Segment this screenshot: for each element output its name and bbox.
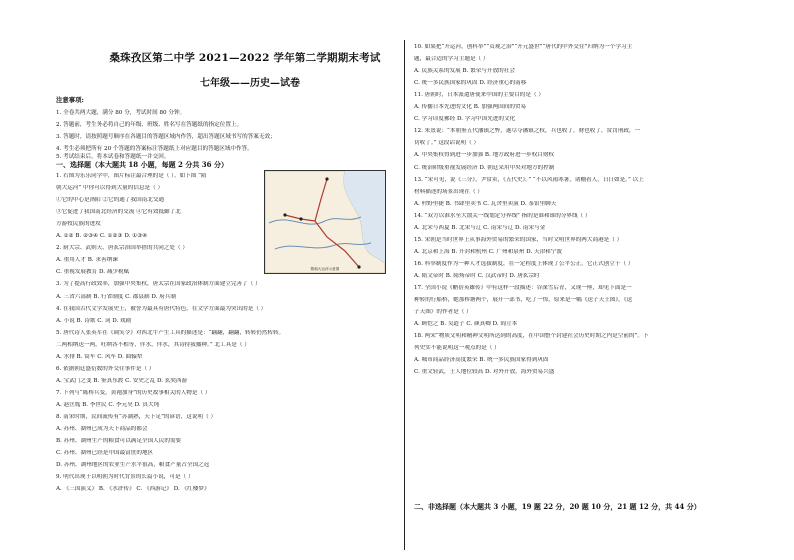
- question-line: A. 水排 B. 筒车 C. 风车 D. 曲辕犁: [56, 353, 143, 360]
- question-line: 列史实不能说明这一观点的是（ ）: [414, 345, 500, 352]
- question-line: 3. 为了提高行政效率，加强中央集权，唐太宗在国家政治体制方面建立完善了（ ）: [56, 281, 261, 288]
- question-line: 8. 南宋时期，民间流传有“苏湖熟，天下足”的谚语，这说明（ ）: [56, 414, 217, 420]
- question-line: C. 统治阶级重视发展经济 D. 朝廷采用中央对地方的控制: [414, 164, 555, 171]
- question-line: A. 重用人才 B. 求善纳谏: [56, 257, 118, 264]
- map-caption: 隋朝大运河示意图: [310, 267, 340, 271]
- question-line: A. 隋文帝时 B. 隋炀帝时 C. 汉武帝时 D. 唐玄宗时: [414, 272, 540, 279]
- question-line: 18. 两宋“物质文明和精神文明所达到的高度，在中国整个封建社会历史时期之内是空前的”。下: [414, 333, 649, 340]
- question-line: A. 三省六部制 B. 行省制度 C. 郡县制 D. 府兵制: [56, 293, 176, 300]
- question-line: 题，最合适的学习主题是（ ）: [414, 56, 489, 63]
- note-item: 1. 全卷共两大题，满分 80 分，考试时间 80 分钟。: [56, 110, 186, 116]
- notes-heading: 注意事项:: [56, 96, 84, 104]
- exam-title: 桑珠孜区第二中学 2021—2022 学年第二学期期末考试: [109, 52, 381, 64]
- question-line: C. 重视发展教育 D. 减少税赋: [56, 269, 130, 276]
- question-line: 11. 唐朝时，日本派遣唐使来中国的主要目的是（ ）: [414, 92, 544, 99]
- question-line: A. 顾恺之 B. 吴道子 C. 颜真卿 D. 阎立本: [414, 321, 518, 328]
- question-line: ①它的中心是洛阳 ②它的通了我国南北交通: [56, 197, 165, 204]
- grand-canal-map: [264, 170, 386, 274]
- question-line: A. 《三国演义》 B. 《水浒传》 C. 《西游记》 D. 《红楼梦》: [56, 486, 210, 493]
- question-line: A. 城市商品经济高度繁荣 B. 统一多民族国家得到巩固: [414, 357, 549, 364]
- question-line: A. 村野里捷 B. 书肆里卖书 C. 瓦舍里卖演 D. 茶馆里聊天: [414, 200, 557, 207]
- question-line: 5. 唐代诗人张英军在《调笑令》对西北牛产生工具的描述是：“翻翻，翻翻，转转仍然转转。: [56, 329, 285, 336]
- question-line: 15. 宋朝是当时世界上从事海外贸易的繁荣的国家，当时文明世界的两大商港是（ ）: [414, 236, 623, 243]
- question-line: A. 民族关系的发展 B. 繁荣与开放的社会: [414, 68, 515, 75]
- question-line: 种转的行船桥，她那桥塘两个，展开一部书，吃了一惊，原来是一幅《送子天王图》。《送: [414, 297, 633, 304]
- note-item: 3. 答题时，请按照题号顺序在各题目的答题区域内作答，超出答题区域书写的答案无效；: [56, 134, 276, 140]
- question-line: 方游牧民族的进攻: [56, 221, 101, 228]
- question-line: ③它促进了我国南北经济的交流 ④它有效抵御了北: [56, 209, 181, 216]
- question-line: A. 宝武门之变 B. 鉴真东渡 C. 安史之乱 D. 玄奘西游: [56, 377, 188, 384]
- question-line: 切收了。” 这段话说明（ ）: [414, 140, 480, 147]
- section1-heading: 一、选择题（本大题共 18 小题，每题 2 分共 36 分）: [56, 160, 228, 169]
- question-line: A. 小说 B. 诗歌 C. 词 D. 戏剧: [56, 317, 132, 324]
- question-line: 1. 右图为乐乐同学中，图片标注最合理的是（ ）。如下图 “隋: [56, 173, 207, 179]
- question-line: A. 传播日本先进的文化 B. 加强两国间的贸易: [414, 104, 527, 111]
- question-line: A. 赵匡胤 B. 李世民 C. 李元昊 D. 真大纯: [56, 401, 160, 408]
- map-graphic: [265, 171, 385, 273]
- question-line: A. 苏州、湖州已成为天下商品的都会: [56, 426, 148, 433]
- question-line: 子天图》的作者是（ ）: [414, 309, 472, 316]
- question-line: 6. 依据朝廷盛衍数的外交往事件是（ ）: [56, 365, 155, 372]
- note-item: 4. 考生必须把所有 20 个答题的答案标注答题纸上对应题目的答题区域中作答。: [56, 146, 253, 152]
- question-line: 12. 朱熹说：“本朝鉴五代藩镇之弊，遂尽夺藩镇之权，兵也收了，财也收了，赏罚刑政，一: [414, 128, 641, 135]
- question-line: D. 苏州、湖州地区的农业生产水平很高，粮食产量占全国之冠: [56, 462, 210, 469]
- section2-heading: 二、非选择题（本大题共 3 小题，19 题 22 分，20 题 10 分，21 题 12 分，共 44 分）: [414, 502, 701, 511]
- question-line: 二两相纳送一两，吐纳各不相等，伴水，伴水，其诗持我播种。” 北工具是（ ）: [56, 341, 250, 348]
- question-line: C. 重文轻武，士人地位较高 D. 对外开放，海外贸易兴盛: [414, 369, 555, 376]
- question-line: 朝大运河” 中你可以得到大量的信息是（ ）: [56, 185, 164, 192]
- question-line: 9. 明代出现于以明朝为时代背景的长篇小说，可是（ ）: [56, 474, 194, 481]
- question-line: 17. 全国小说《醋蓓英雄传》中有这样一段描述：谷深雪后青，又现一座，却见下面是一: [414, 285, 632, 291]
- question-line: 4. 在我国古代文学发展史上，被誉为最具有唐代特色，在文学方面最为突出的是（ ）: [56, 305, 267, 312]
- question-line: C. 苏州、湖州已经是中国最富庶的地区: [56, 450, 154, 457]
- question-line: 10. 如果把“开运河，创科举”“贞观之治”“开元盛世”“唐代的中外交往”归纳为一个学习主: [414, 44, 633, 50]
- question-line: 2. 厨大宗、武则天、唐玄宗治国举措的共同之处（ ）: [56, 245, 188, 252]
- question-line: 7. 下列与“陈桥兵变，黄袍加身”的历史故事相关的人物是（ ）: [56, 389, 211, 396]
- column-divider: [404, 40, 405, 550]
- question-line: 材料描述的场景出现在（ ）: [414, 188, 483, 195]
- question-line: 13. “宋可见，说《三分》，尹常卖，《五代史》。” “不以风雨寒暑，诸棚看人，日日如是。” 以上: [414, 176, 644, 183]
- question-line: A. 北宋与西夏 B. 北宋与辽 C. 南宋与辽 D. 南宋与金: [414, 224, 546, 231]
- question-line: 16. 科举制度作为一种人才选拔制度，在一定程度上体现了公平公正。它正式创立于（ ）: [414, 260, 634, 267]
- note-item: 2. 答题前，考生务必将自己的年级、班级、姓名写在答题纸的指定位置上。: [56, 122, 243, 128]
- question-line: B. 苏州、湖州生产的粮食可以满足全国人民的需要: [56, 438, 182, 445]
- question-line: A. ①② B. ②③④ C. ①②③ D. ①③④: [56, 233, 148, 240]
- exam-subtitle: 七年级——历史—试卷: [200, 78, 300, 89]
- question-line: A. 中央集权得到进一步加强 B. 地方政府进一步权目财权: [414, 152, 555, 159]
- question-line: C. 统一多民族国家的巩固 D. 经济重心的南移: [414, 80, 527, 87]
- question-line: A. 北京和上海 B. 开封和杭州 C. 广州和泉州 D. 天津和宁波: [414, 248, 562, 255]
- question-line: 14. “双方以淮水至大散关一线划定分界线” 指的是谁和谁的分界线（ ）: [414, 212, 591, 219]
- note-item: 5. 考试结束后，将本试卷和答题纸一并交回。: [56, 154, 170, 160]
- question-line: C. 学习印度佛经 D. 学习中国先进的文化: [414, 116, 516, 123]
